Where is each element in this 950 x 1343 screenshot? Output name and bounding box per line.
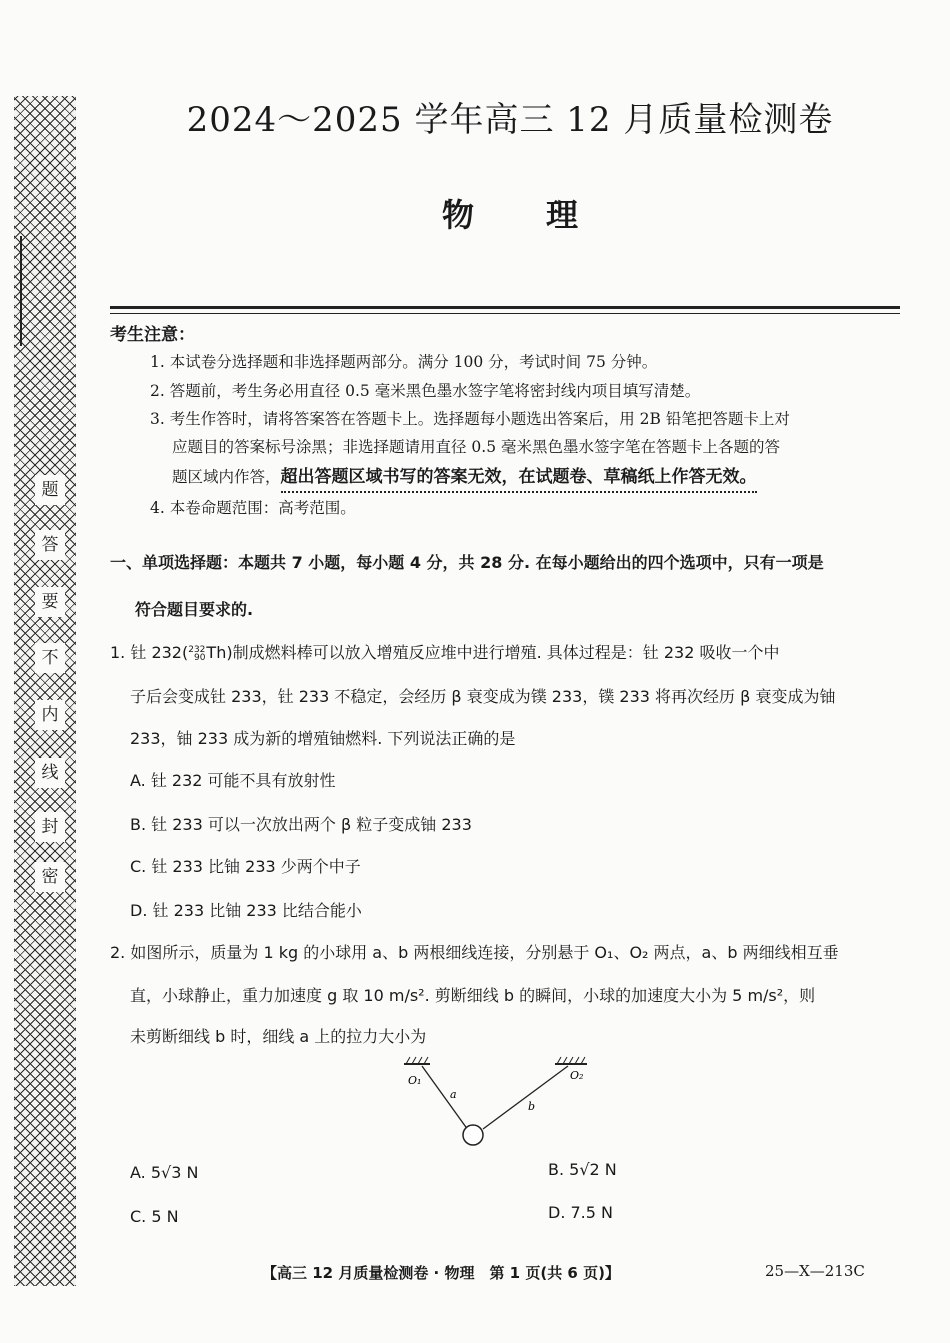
exam-title: 2024～2025 学年高三 12 月质量检测卷 [186,100,834,140]
notice-item-4: 4. 本卷命题范围：高考范围。 [150,499,356,517]
pendulum-figure [400,1052,600,1152]
subject-char-1: 物 [441,196,474,234]
section-heading-cont: 符合题目要求的. [135,600,254,619]
seal-word: 封 [35,812,65,842]
string-b [483,1066,568,1129]
q2-stem-line-1: 2. 如图所示，质量为 1 kg 的小球用 a、b 两根细线连接，分别悬于 O₁、O₂ 两点，a、b 两细线相互垂 [110,943,839,962]
atomic-number: 90 [193,652,206,663]
ball [463,1125,483,1145]
q1-stem-line-1 [110,640,779,663]
seal-word: 要 [35,587,65,617]
q2-stem-line-3: 未剪断细线 b 时，细线 a 上的拉力大小为 [130,1027,427,1046]
notice-item-1: 1. 本试卷分选择题和非选择题两部分。满分 100 分，考试时间 75 分钟。 [150,353,658,371]
label-o2: O₂ [570,1069,584,1082]
exam-code: 25—X—213C [765,1262,865,1280]
seal-word: 内 [35,700,65,730]
label-b: b [528,1100,536,1113]
binding-strip [14,96,76,1286]
q1-option-a: A. 钍 232 可能不具有放射性 [130,771,336,790]
notice-item-2: 2. 答题前，考生务必用直径 0.5 毫米黑色墨水签字笔将密封线内项目填写清楚。 [150,382,701,400]
q2-option-d: D. 7.5 N [548,1203,613,1222]
q1-option-c: C. 钍 233 比铀 233 少两个中子 [130,857,361,876]
page-footer: 【高三 12 月质量检测卷 · 物理 第 1 页(共 6 页)】 [262,1264,620,1282]
seal-word: 线 [35,758,65,788]
seal-word: 题 [35,475,65,505]
label-o1: O₁ [408,1074,422,1087]
divider-thin [110,313,900,314]
q2-option-c: C. 5 N [130,1207,179,1226]
q2-option-b: B. 5√2 N [548,1160,617,1179]
notice-emphasis-text: 超出答题区域书写的答案无效，在试题卷、草稿纸上作答无效。 [281,467,757,493]
q1-option-d: D. 钍 233 比铀 233 比结合能小 [130,901,362,920]
q1-stem-line-3: 233，铀 233 成为新的增殖铀燃料. 下列说法正确的是 [130,729,516,748]
binding-mark [20,236,22,346]
seal-word: 不 [35,643,65,673]
q1-text: Th)制成燃料棒可以放入增殖反应堆中进行增殖. 具体过程是：钍 232 吸收一个中 [206,643,780,662]
q2-option-a: A. 5√3 N [130,1163,199,1182]
q1-text: 1. 钍 232( [110,643,189,662]
ceiling-hatch-o1 [406,1057,428,1064]
subject-title [0,190,950,236]
notice-item-3: 3. 考生作答时，请将答案答在答题卡上。选择题每小题选出答案后，用 2B 铅笔把答题卡上对 [150,410,790,428]
seal-word: 密 [35,862,65,892]
notice-plain-text: 题区域内作答， [172,468,281,486]
notice-item-3-cont: 应题目的答案标号涂黑；非选择题请用直径 0.5 毫米黑色墨水签字笔在答题卡上各题的答 [172,438,781,456]
notice-heading: 考生注意： [110,325,195,345]
string-a [422,1066,468,1130]
section-heading: 一、单项选择题：本题共 7 小题，每小题 4 分，共 28 分. 在每小题给出的四个选项中，只有一项是 [110,553,824,572]
notice-item-3-end [172,462,757,487]
seal-word: 答 [35,530,65,560]
mass-number: 232 [188,644,206,655]
divider-thick [110,306,900,309]
ceiling-hatch-o2 [557,1057,585,1064]
label-a: a [450,1088,457,1101]
q1-option-b: B. 钍 233 可以一次放出两个 β 粒子变成铀 233 [130,815,472,834]
nuclide-notation [188,646,205,662]
q1-stem-line-2: 子后会变成钍 233，钍 233 不稳定，会经历 β 衰变成为镤 233，镤 233 将再次经历 β 衰变成为铀 [130,687,836,706]
subject-char-2: 理 [546,196,579,234]
q2-stem-line-2: 直，小球静止，重力加速度 g 取 10 m/s². 剪断细线 b 的瞬间，小球的加速度大小为 5 m/s²，则 [130,986,816,1005]
